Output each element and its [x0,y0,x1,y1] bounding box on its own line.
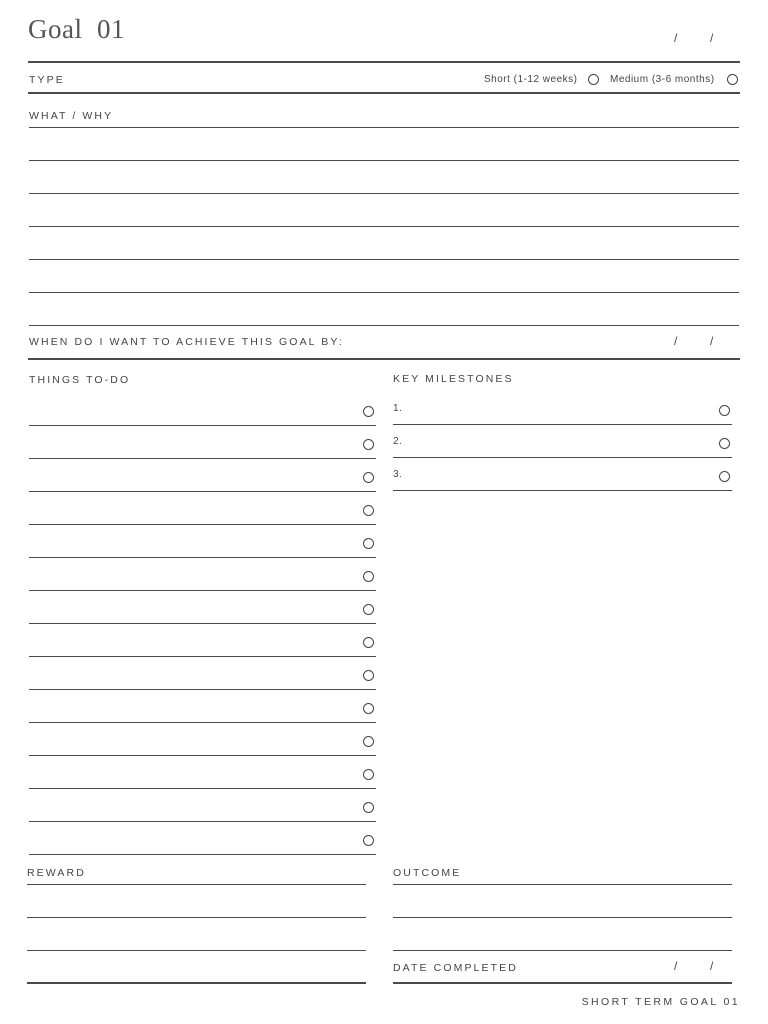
todo-checkbox[interactable] [363,505,374,516]
header-divider [28,61,740,63]
todo-label: THINGS TO-DO [29,374,131,386]
todo-line[interactable] [29,557,376,558]
milestone-number: 2. [393,436,403,447]
todo-line[interactable] [29,623,376,624]
type-option-medium-label: Medium (3-6 months) [610,74,715,85]
todo-line[interactable] [29,524,376,525]
todo-checkbox[interactable] [363,637,374,648]
date-slash-2: / [710,31,714,45]
todo-checkbox[interactable] [363,439,374,450]
completed-slash-2: / [710,959,714,973]
outcome-label: OUTCOME [393,867,462,879]
what-why-line[interactable] [29,292,739,293]
reward-line[interactable] [27,982,366,984]
todo-checkbox[interactable] [363,571,374,582]
milestone-number: 3. [393,469,403,480]
achieve-slash-1: / [674,334,678,348]
milestone-checkbox[interactable] [719,471,730,482]
todo-line[interactable] [29,854,376,855]
reward-label: REWARD [27,867,86,879]
todo-checkbox[interactable] [363,703,374,714]
reward-line[interactable] [27,884,366,885]
todo-line[interactable] [29,425,376,426]
date-slash-1: / [674,31,678,45]
what-why-line[interactable] [29,193,739,194]
date-completed-line[interactable] [393,982,732,984]
milestone-line[interactable] [393,490,732,491]
todo-checkbox[interactable] [363,604,374,615]
todo-line[interactable] [29,590,376,591]
what-why-line[interactable] [29,325,739,326]
todo-line[interactable] [29,821,376,822]
milestones-label: KEY MILESTONES [393,373,514,385]
page-title: Goal 01 [28,14,125,44]
todo-checkbox[interactable] [363,802,374,813]
todo-checkbox[interactable] [363,538,374,549]
todo-checkbox[interactable] [363,769,374,780]
date-completed-label: DATE COMPLETED [393,962,518,974]
milestone-line[interactable] [393,424,732,425]
type-option-short-radio[interactable] [588,74,599,85]
milestone-checkbox[interactable] [719,405,730,416]
what-why-label: WHAT / WHY [29,110,114,122]
completed-slash-1: / [674,959,678,973]
reward-line[interactable] [27,950,366,951]
achieve-by-label: WHEN DO I WANT TO ACHIEVE THIS GOAL BY: [29,336,344,348]
achieve-divider [28,358,740,360]
todo-checkbox[interactable] [363,835,374,846]
achieve-slash-2: / [710,334,714,348]
reward-line[interactable] [27,917,366,918]
todo-line[interactable] [29,458,376,459]
outcome-line[interactable] [393,917,732,918]
todo-checkbox[interactable] [363,406,374,417]
todo-line[interactable] [29,755,376,756]
footer-text: SHORT TERM GOAL 01 [581,996,740,1008]
what-why-line[interactable] [29,226,739,227]
todo-line[interactable] [29,788,376,789]
todo-line[interactable] [29,722,376,723]
todo-checkbox[interactable] [363,472,374,483]
milestone-number: 1. [393,403,403,414]
outcome-line[interactable] [393,950,732,951]
type-label: TYPE [29,74,65,86]
type-option-medium-radio[interactable] [727,74,738,85]
todo-checkbox[interactable] [363,736,374,747]
todo-line[interactable] [29,689,376,690]
outcome-line[interactable] [393,884,732,885]
todo-line[interactable] [29,491,376,492]
what-why-line[interactable] [29,127,739,128]
milestone-checkbox[interactable] [719,438,730,449]
what-why-line[interactable] [29,259,739,260]
what-why-line[interactable] [29,160,739,161]
todo-line[interactable] [29,656,376,657]
milestone-line[interactable] [393,457,732,458]
todo-checkbox[interactable] [363,670,374,681]
type-divider [28,92,740,94]
type-option-short-label: Short (1-12 weeks) [484,74,578,85]
